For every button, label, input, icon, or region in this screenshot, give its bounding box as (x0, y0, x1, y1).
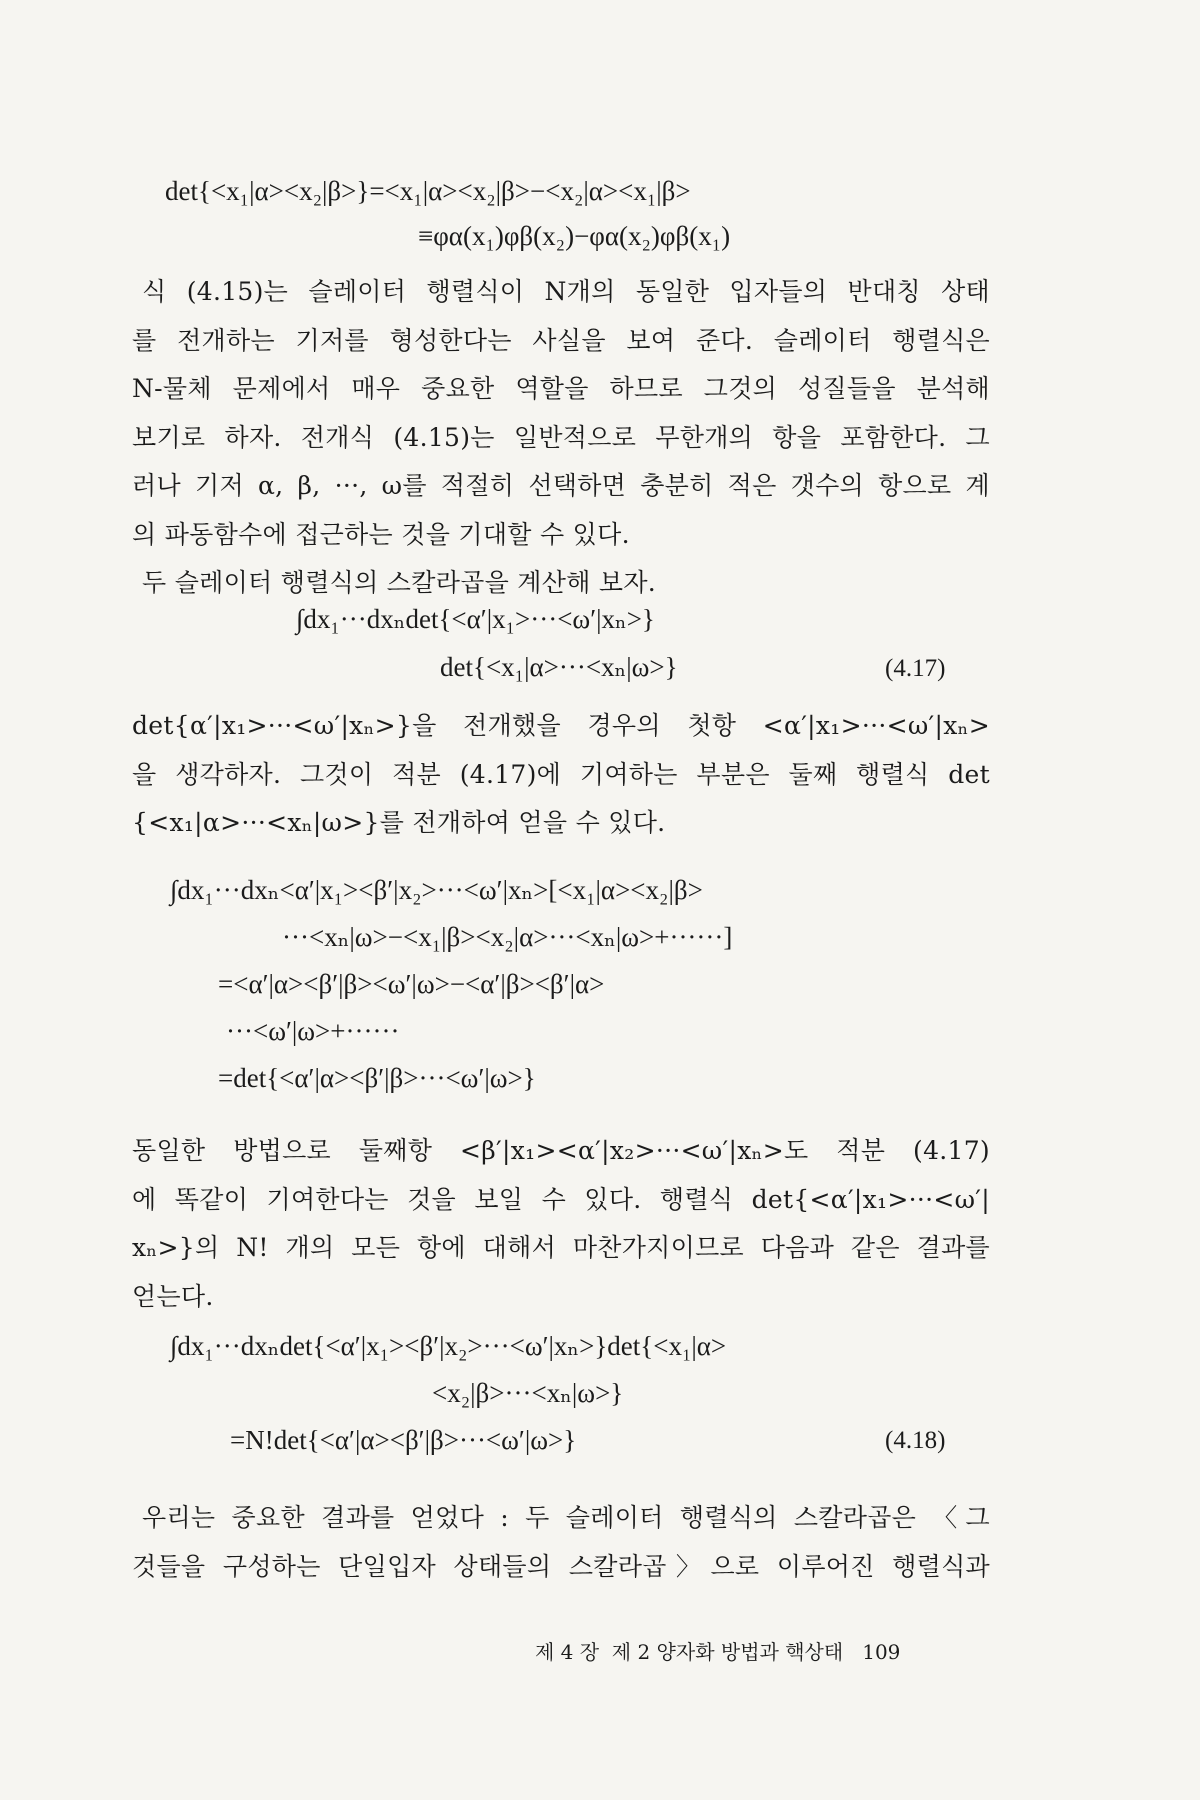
text-line: xₙ>}의 N! 개의 모든 항에 대해서 마찬가지이므로 다음과 같은 결과를 (132, 1233, 990, 1262)
equation-4-17-line2: det{<x₁|α>···<xₙ|ω>} (440, 652, 678, 682)
text-line: 두 슬레이터 행렬식의 스칼라곱을 계산해 보자. (142, 568, 657, 597)
text-line: 러나 기저 α, β, ···, ω를 적절히 선택하면 충분히 적은 갯수의 항으로 계 (132, 471, 990, 500)
page-footer: 제 4 장 제 2 양자화 방법과 핵상태 109 (535, 1640, 901, 1664)
text-line: 의 파동함수에 접근하는 것을 기대할 수 있다. (132, 519, 630, 549)
text-line: 식 (4.15)는 슬레이터 행렬식이 N개의 동일한 입자들의 반대칭 상태 (142, 277, 990, 306)
text-line: {<x₁|α>···<xₙ|ω>}를 전개하여 얻을 수 있다. (132, 808, 666, 837)
text-line: 것들을 구성하는 단일입자 상태들의 스칼라곱〉으로 이루어진 행렬식과 (132, 1551, 990, 1581)
text-line: 얻는다. (132, 1281, 214, 1311)
equation-determinant-line1: det{<x₁|α><x₂|β>}=<x₁|α><x₂|β>−<x₂|α><x₁|β> (165, 176, 691, 206)
text-line: 보기로 하자. 전개식 (4.15)는 일반적으로 무한개의 항을 포함한다. 그 (132, 422, 990, 452)
text-line: 을 생각하자. 그것이 적분 (4.17)에 기여하는 부분은 둘째 행렬식 det (132, 759, 990, 789)
equation-number-4-18: (4.18) (885, 1427, 946, 1454)
text-line: det{α′|x₁>···<ω′|xₙ>}을 전개했을 경우의 첫항 <α′|x₁>···<ω′|xₙ> (132, 711, 990, 740)
equation-4-17-line1: ∫dx₁···dxₙdet{<α′|x₁>···<ω′|xₙ>} (296, 604, 655, 634)
equation-integral-line3: =<α′|α><β′|β><ω′|ω>−<α′|β><β′|α> (218, 969, 605, 999)
equation-determinant-line2: ≡φα(x₁)φβ(x₂)−φα(x₂)φβ(x₁) (418, 221, 731, 251)
equation-integral-line2: ···<xₙ|ω>−<x₁|β><x₂|α>···<xₙ|ω>+······] (282, 922, 733, 952)
paragraph-result (132, 1494, 990, 1591)
equation-4-18-line3: =N!det{<α′|α><β′|β>···<ω′|ω>} (230, 1425, 577, 1455)
equation-integral-line5: =det{<α′|α><β′|β>···<ω′|ω>} (218, 1063, 536, 1093)
equation-4-18-line2: <x₂|β>···<xₙ|ω>} (432, 1378, 624, 1408)
equation-4-18-line1: ∫dx₁···dxₙdet{<α′|x₁><β′|x₂>···<ω′|xₙ>}det{<x₁|α> (170, 1331, 727, 1361)
equation-number-4-17: (4.17) (885, 655, 946, 682)
equation-integral-line4: ···<ω′|ω>+······ (226, 1016, 400, 1046)
paragraph-first-term (132, 702, 990, 848)
paragraph-second-term (132, 1127, 990, 1321)
text-line: N-물체 문제에서 매우 중요한 역할을 하므로 그것의 성질들을 분석해 (132, 374, 990, 403)
equation-integral-line1: ∫dx₁···dxₙ<α′|x₁><β′|x₂>···<ω′|xₙ>[<x₁|α><x₂|β> (170, 875, 703, 905)
text-line: 에 똑같이 기여한다는 것을 보일 수 있다. 행렬식 det{<α′|x₁>···<ω′| (132, 1184, 990, 1214)
text-line: 동일한 방법으로 둘째항 <β′|x₁><α′|x₂>···<ω′|xₙ>도 적분 (4.17) (132, 1136, 990, 1165)
paragraph-slater-basis (132, 268, 990, 608)
text-line: 우리는 중요한 결과를 얻었다 : 두 슬레이터 행렬식의 스칼라곱은 〈그 (142, 1503, 990, 1532)
text-line: 를 전개하는 기저를 형성한다는 사실을 보여 준다. 슬레이터 행렬식은 (132, 325, 990, 355)
